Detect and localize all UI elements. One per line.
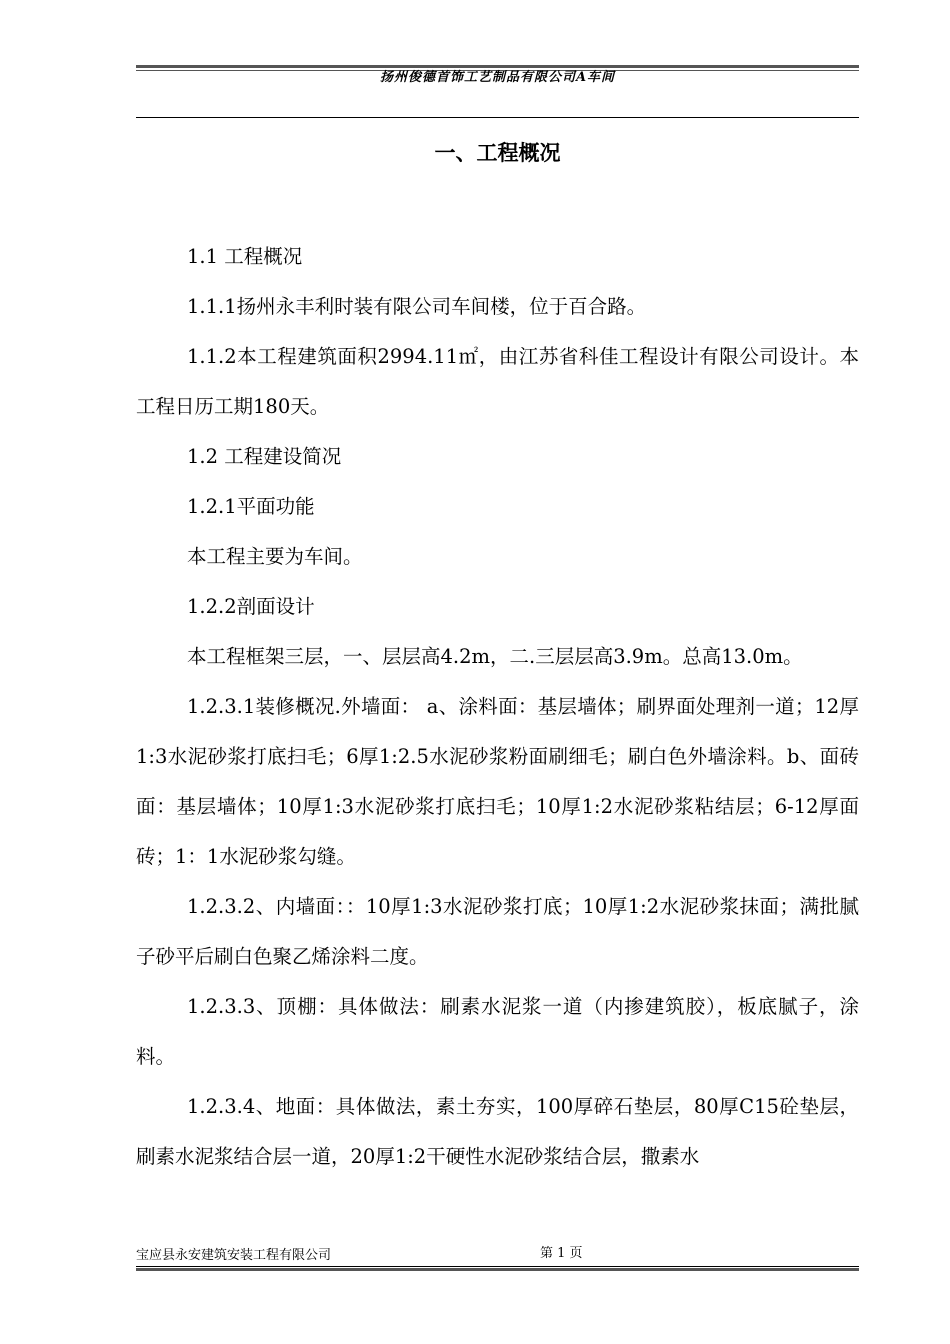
- page-header: 扬州俊德首饰工艺制品有限公司A车间: [379, 70, 616, 85]
- paragraph: 1.2.3.2、内墙面：：10厚1:3水泥砂浆打底；10厚1:2水泥砂浆抹面；满批腻子砂平后刷白色聚乙烯涂料二度。: [136, 895, 859, 968]
- page-number: 第 1 页: [540, 1246, 583, 1261]
- paragraph: 本工程框架三层，一、层层高4.2m，二.三层层高3.9m。总高13.0m。: [187, 645, 803, 668]
- document-body: [136, 232, 859, 1182]
- header-rule: [136, 65, 859, 68]
- paragraph: 1.1.1扬州永丰利时装有限公司车间楼，位于百合路。: [187, 295, 647, 318]
- paragraph: 1.2.3.4、地面：具体做法，素土夯实，100厚碎石垫层，80厚C15砼垫层，刷素水泥浆结合层一道，20厚1:2干硬性水泥砂浆结合层，撒素水: [136, 1095, 859, 1168]
- paragraph: 本工程主要为车间。: [187, 545, 363, 568]
- paragraph: 1.2.2剖面设计: [187, 595, 315, 618]
- footer-rule: [136, 1266, 859, 1267]
- paragraph: 1.2 工程建设简况: [187, 445, 342, 468]
- footer-rule-thick: [136, 1268, 859, 1271]
- paragraph: 1.2.1平面功能: [187, 495, 315, 518]
- footer-company: 宝应县永安建筑安装工程有限公司: [136, 1248, 332, 1263]
- paragraph: 1.2.3.1装修概况.外墙面： a、涂料面：基层墙体；刷界面处理剂一道；12厚1:3水泥砂浆打底扫毛；6厚1:2.5水泥砂浆粉面刷细毛；刷白色外墙涂料。b、面砖面：基层墙体；10厚1:3水泥砂浆打底扫毛；10厚1:2水泥砂浆粘结层；6-12厚面砖；1：1水泥砂浆勾缝。: [136, 695, 859, 868]
- header-divider: [136, 117, 859, 118]
- section-title: 一、工程概况: [434, 141, 561, 165]
- paragraph: 1.1.2本工程建筑面积2994.11㎡，由江苏省科佳工程设计有限公司设计。本工程日历工期180天。: [136, 345, 859, 418]
- paragraph: 1.2.3.3、顶棚：具体做法：刷素水泥浆一道（内掺建筑胶），板底腻子，涂料。: [136, 995, 859, 1068]
- paragraph: 1.1 工程概况: [187, 245, 303, 268]
